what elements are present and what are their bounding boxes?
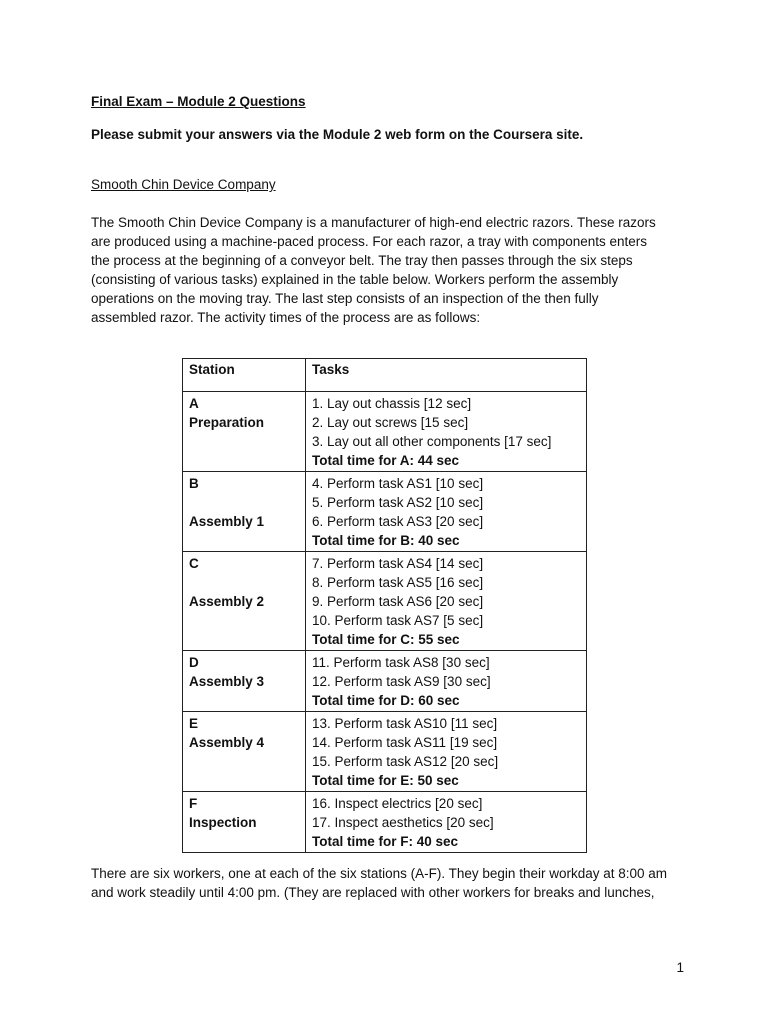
station-name: Assembly 2	[189, 594, 265, 609]
task-total: Total time for F: 40 sec	[312, 834, 459, 849]
paragraph-line: are produced using a machine-paced process. For each razor, a tray with components enters	[91, 234, 648, 249]
task-total: Total time for D: 60 sec	[312, 693, 460, 708]
station-letter: B	[189, 476, 199, 491]
tasks-cell	[306, 651, 587, 712]
task-item: 7. Perform task AS4 [14 sec]	[312, 556, 484, 571]
station-name: Assembly 1	[189, 514, 265, 529]
task-item: 11. Perform task AS8 [30 sec]	[312, 655, 490, 670]
task-item: 4. Perform task AS1 [10 sec]	[312, 476, 484, 491]
workers-paragraph	[91, 864, 691, 902]
station-name: Assembly 3	[189, 674, 265, 689]
task-item: 10. Perform task AS7 [5 sec]	[312, 613, 484, 628]
task-item: 17. Inspect aesthetics [20 sec]	[312, 815, 494, 830]
task-item: 12. Perform task AS9 [30 sec]	[312, 674, 491, 689]
task-total: Total time for A: 44 sec	[312, 453, 460, 468]
page-number: 1	[676, 960, 684, 975]
station-name: Inspection	[189, 815, 257, 830]
station-cell	[183, 712, 306, 792]
table-row	[183, 712, 587, 792]
paragraph-line: The Smooth Chin Device Company is a manufacturer of high-end electric razors. These razors	[91, 215, 656, 230]
paragraph-line: and work steadily until 4:00 pm. (They are replaced with other workers for breaks and lunches,	[91, 885, 655, 900]
tasks-cell	[306, 792, 587, 853]
station-letter: F	[189, 796, 198, 811]
task-total: Total time for E: 50 sec	[312, 773, 459, 788]
tasks-cell	[306, 392, 587, 472]
station-cell	[183, 792, 306, 853]
task-item: 14. Perform task AS11 [19 sec]	[312, 735, 498, 750]
section-title: Smooth Chin Device Company	[91, 177, 276, 192]
paragraph-line: There are six workers, one at each of the six stations (A-F). They begin their workday at 8:00 am	[91, 866, 668, 881]
task-total: Total time for C: 55 sec	[312, 632, 460, 647]
paragraph-line: (consisting of various tasks) explained in the table below. Workers perform the assembly	[91, 272, 619, 287]
tasks-cell	[306, 712, 587, 792]
table-row	[183, 552, 587, 651]
station-cell	[183, 392, 306, 472]
submission-instruction: Please submit your answers via the Module 2 web form on the Coursera site.	[91, 127, 584, 142]
table-row	[183, 792, 587, 853]
task-item: 3. Lay out all other components [17 sec]	[312, 434, 552, 449]
task-item: 15. Perform task AS12 [20 sec]	[312, 754, 499, 769]
task-item: 1. Lay out chassis [12 sec]	[312, 396, 472, 411]
header-tasks: Tasks	[306, 359, 587, 392]
paragraph-line: the process at the beginning of a conveyor belt. The tray then passes through the six steps	[91, 253, 633, 268]
station-letter: E	[189, 716, 199, 731]
tasks-cell	[306, 472, 587, 552]
station-name: Preparation	[189, 415, 265, 430]
station-cell	[183, 552, 306, 651]
tasks-cell	[306, 552, 587, 651]
task-item: 16. Inspect electrics [20 sec]	[312, 796, 483, 811]
task-item: 8. Perform task AS5 [16 sec]	[312, 575, 484, 590]
station-letter: A	[189, 396, 199, 411]
task-item: 9. Perform task AS6 [20 sec]	[312, 594, 484, 609]
task-item: 5. Perform task AS2 [10 sec]	[312, 495, 484, 510]
station-cell	[183, 472, 306, 552]
task-item: 13. Perform task AS10 [11 sec]	[312, 716, 498, 731]
station-letter: C	[189, 556, 199, 571]
exam-heading: Final Exam – Module 2 Questions	[91, 94, 306, 109]
table-header-row	[183, 359, 587, 392]
header-station: Station	[183, 359, 306, 392]
paragraph-line: assembled razor. The activity times of the process are as follows:	[91, 310, 481, 325]
task-total: Total time for B: 40 sec	[312, 533, 460, 548]
intro-paragraph	[91, 213, 691, 327]
task-item: 6. Perform task AS3 [20 sec]	[312, 514, 484, 529]
table-row	[183, 472, 587, 552]
table-row	[183, 392, 587, 472]
paragraph-line: operations on the moving tray. The last step consists of an inspection of the then fully	[91, 291, 599, 306]
station-name: Assembly 4	[189, 735, 265, 750]
activity-times-table	[182, 358, 587, 853]
station-cell	[183, 651, 306, 712]
task-item: 2. Lay out screws [15 sec]	[312, 415, 469, 430]
station-letter: D	[189, 655, 199, 670]
table-row	[183, 651, 587, 712]
